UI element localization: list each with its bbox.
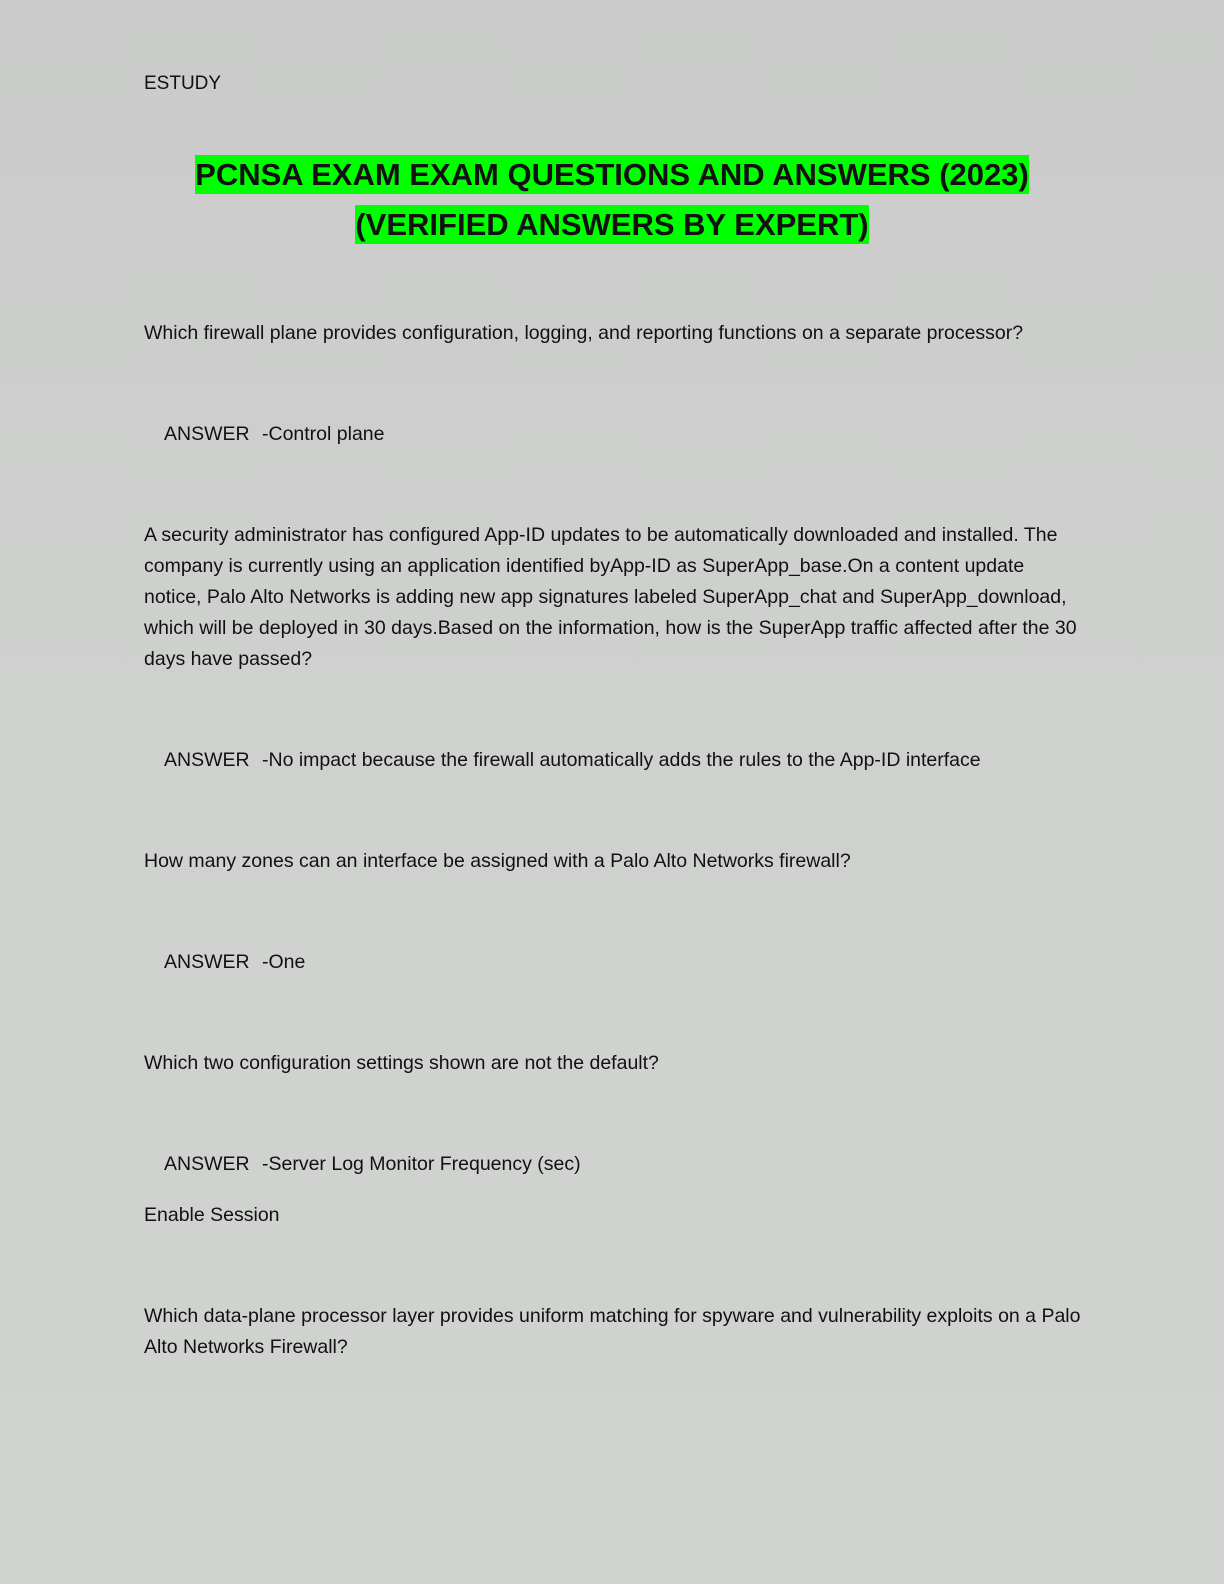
answer-label: ANSWER (164, 423, 250, 445)
question-text: Which data-plane processor layer provides uniform matching for spyware and vulnerability exploits on a Palo Alto Networks Firewall? (144, 1305, 1081, 1358)
answer-text: -No impact because the firewall automatically adds the rules to the App-ID interface (262, 749, 981, 771)
answer-line (164, 1149, 1084, 1180)
qa-item (144, 846, 1084, 978)
question-text: Which two configuration settings shown are not the default? (144, 1052, 659, 1074)
question-text: Which firewall plane provides configuration, logging, and reporting functions on a separate processor? (144, 322, 1024, 344)
answer-text: -Control plane (262, 423, 385, 445)
title-line-1: PCNSA EXAM EXAM QUESTIONS AND ANSWERS (2023) (195, 157, 1029, 192)
answer-continuation: Enable Session (144, 1204, 280, 1226)
title-line-2: (VERIFIED ANSWERS BY EXPERT) (355, 207, 869, 242)
answer-text: -One (262, 951, 306, 973)
document-title (144, 150, 1080, 250)
question-text: How many zones can an interface be assigned with a Palo Alto Networks firewall? (144, 850, 851, 872)
qa-list (144, 318, 1084, 1363)
qa-item (144, 318, 1084, 450)
answer-label: ANSWER (164, 951, 250, 973)
question-text: A security administrator has configured App-ID updates to be automatically downloaded and installed. The company is currently using an application identified byApp-ID as SuperApp_base.On a content update notice, Palo Alto Networks is adding new app signatures labeled SuperApp_chat and SuperApp_download, which will be deployed in 30 days.Based on the information, how is the SuperApp traffic affected after the 30 days have passed? (144, 524, 1077, 670)
answer-label: ANSWER (164, 749, 250, 771)
answer-line (164, 947, 1084, 978)
qa-item (144, 520, 1084, 776)
answer-line (164, 419, 1084, 450)
qa-item (144, 1301, 1084, 1363)
answer-text: -Server Log Monitor Frequency (sec) (262, 1153, 581, 1175)
answer-line (164, 745, 1084, 776)
qa-item (144, 1048, 1084, 1231)
document-header-label: ESTUDY (144, 73, 222, 94)
answer-label: ANSWER (164, 1153, 250, 1175)
